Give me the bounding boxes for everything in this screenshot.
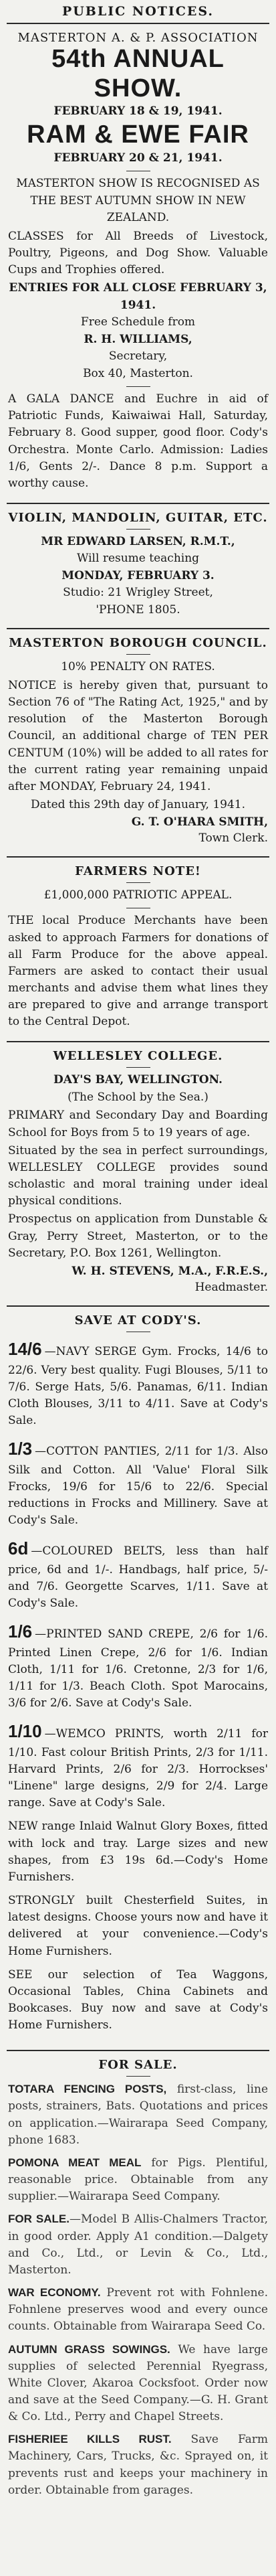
fair-dates: FEBRUARY 20 & 21, 1941.: [53, 151, 223, 165]
society-name: MASTERTON A. & P. ASSOCIATION: [17, 31, 259, 45]
town-clerk-name: G. T. O'HARA SMITH,: [131, 815, 268, 829]
rates-notice-text: NOTICE is hereby given that, pursuant to Section 76 of "The Rating Act, 1925," and by resolution of the Masterton Borough Council, an additional charge of TEN PER CENTUM (10%) will be added to all rates for the current rating year remaining unpaid after MONDAY, February 24, 1941.: [8, 678, 268, 793]
patriotic-appeal-heading: £1,000,000 PATRIOTIC APPEAL.: [43, 888, 233, 902]
classes-text: CLASSES for All Breeds of Livestock, Poultry, Pigeons, and Dog Show. Valuable Cups and Trophies offered.: [8, 229, 268, 276]
divider: [126, 654, 150, 655]
college-paragraph-1: PRIMARY and Secondary Day and Boarding School for Boys from 5 to 19 years of age.: [8, 1109, 268, 1139]
divider: [126, 386, 150, 387]
codys-sale-item: [8, 1818, 268, 1886]
farmers-text: THE local Produce Merchants have been asked to approach Farmers for donations of all Farm Produce for the above appeal. Farmers are asked to contact their usual merchants and advise them what lines they are prepared to give and arrange transport to the Central Depot.: [8, 914, 268, 1029]
for-sale-item-text: Save Farm Machinery, Cars, Trucks, &c. Sprayed on, it prevents rust and keeps your machinery in order. Obtainable from garages.: [8, 2433, 268, 2497]
schedule-label: Free Schedule from: [80, 315, 196, 329]
divider: [126, 529, 150, 530]
for-sale-item-list: [8, 2081, 268, 2499]
secretary-name: R. H. WILLIAMS,: [84, 332, 192, 346]
violin-heading: VIOLIN, MANDOLIN, GUITAR, ETC.: [8, 510, 268, 525]
secretary-box: Box 40, Masterton.: [83, 366, 193, 380]
divider: [126, 2076, 150, 2077]
sale-item-text: —COTTON PANTIES, 2/11 for 1/3. Also Silk and Cotton. All 'Value' Floral Silk Frocks, 19/6 for 15/6 to 22/6. Special reductions in Frocks and Millinery. Save at Cody's Sale.: [8, 1445, 268, 1528]
sale-item-text: NEW range Inlaid Walnut Glory Boxes, fitted with lock and tray. Large sizes and new shapes, from £3 19s 6d.—Cody's Home Furnishers.: [8, 1820, 268, 1884]
sale-price: 1/6: [8, 1621, 33, 1642]
dated-text: Dated this 29th day of January, 1941.: [31, 798, 245, 812]
sale-item-text: —COLOURED BELTS, less than half price, 6d and 1/-. Handbags, half price, 5/- and 7/6. Georgette Scarves, 1/11. Save at Cody's Sale.: [8, 1544, 268, 1611]
teacher-name: MR EDWARD LARSEN, R.M.T.,: [41, 534, 235, 548]
college-heading: WELLESLEY COLLEGE.: [53, 1049, 223, 1064]
college-location: DAY'S BAY, WELLINGTON.: [53, 1073, 223, 1087]
for-sale-item-text: We have large supplies of selected Perennial Ryegrass, White Clover, Akaroa Cocksfoot. Order now and save at the Seed Company.—G. H. Grant & Co. Ltd., Perry and Chapel Streets.: [8, 2342, 268, 2424]
codys-sale-item: [8, 1336, 268, 1429]
for-sale-section: [7, 2050, 269, 2514]
for-sale-item-lead: POMONA MEAT MEAL: [8, 2156, 142, 2169]
for-sale-item: [8, 2341, 268, 2426]
column-heading: PUBLIC NOTICES.: [61, 4, 215, 19]
headmaster-title: Headmaster.: [194, 1281, 268, 1295]
college-subtitle: (The School by the Sea.): [67, 1090, 209, 1104]
codys-sale-item: [8, 1436, 268, 1529]
for-sale-item-text: for Pigs. Plentiful, reasonable price. Obtainable from any supplier.—Wairarapa Seed Company.: [8, 2156, 268, 2204]
for-sale-item-lead: WAR ECONOMY.: [8, 2286, 101, 2300]
for-sale-item-text: Prevent rot with Fohnlene. Fohnlene preserves wood and every ounce counts. Obtainable from Wairarapa Seed Co.: [8, 2286, 269, 2334]
codys-sale-item: [8, 1536, 268, 1612]
divider: [126, 882, 150, 883]
show-dates: FEBRUARY 18 & 19, 1941.: [53, 104, 223, 118]
studio-address: Studio: 21 Wrigley Street,: [63, 586, 213, 600]
college-paragraph-2: Situated by the sea in perfect surroundings, WELLESLEY COLLEGE provides sound scholastic and moral training under ideal physical conditions.: [8, 1143, 268, 1208]
recognised-notice: MASTERTON SHOW IS RECOGNISED AS THE BEST AUTUMN SHOW IN NEW ZEALAND.: [16, 177, 260, 225]
gala-dance-text: A GALA DANCE and Euchre in aid of Patriotic Funds, Kaiwaiwai Hall, Saturday, February 8. Good supper, good floor. Cody's Orchestra. Monte Carlo. Admission: Ladies 1/6, Gents 2/-. Dance 8 p.m. Support a worthy cause.: [8, 392, 268, 490]
codys-sale-item: [8, 1619, 268, 1712]
secretary-title: Secretary,: [108, 349, 168, 364]
resume-text: Will resume teaching: [76, 552, 200, 566]
borough-notice: [7, 628, 269, 856]
codys-sale-item: [8, 1893, 268, 1960]
sale-item-text: SEE our selection of Tea Waggons, Occasional Tables, China Cabinets and Bookcases. Buy now and save at Cody's Home Furnishers.: [8, 1967, 268, 2032]
sale-item-text: —NAVY SERGE Gym. Frocks, 14/6 to 22/6. Very best quality. Fugi Blouses, 5/11 to 7/6. Serge Hats, 5/6. Panamas, 6/11. Indian Cloth Blouses, 3/11 to 4/11. Save at Cody's Sale.: [8, 1345, 268, 1428]
for-sale-item: [8, 2210, 268, 2279]
town-clerk-title: Town Clerk.: [198, 831, 268, 846]
entries-close: ENTRIES FOR ALL CLOSE FEBRUARY 3, 1941.: [9, 281, 267, 312]
sale-item-text: —PRINTED SAND CREPE, 2/6 for 1/6. Printed Linen Crepe, 2/6 for 1/6. Indian Cloth, 1/11 for 1/6. Cretonne, 2/3 for 1/6, 1/11 for 1/3. Beach Cloth. Spot Marocains, 3/6 for 2/6. Save at Cody's Sale.: [8, 1627, 268, 1710]
divider: [126, 1067, 150, 1068]
sale-price: 14/6: [8, 1339, 42, 1360]
farmers-heading: FARMERS NOTE!: [75, 864, 201, 878]
for-sale-heading: FOR SALE.: [98, 2058, 178, 2073]
violin-advertisement: [7, 503, 269, 629]
sale-item-text: STRONGLY built Chesterfield Suites, in latest designs. Choose yours now and have it delivered at your convenience.—Cody's Home Furnishers.: [8, 1894, 268, 1958]
for-sale-item-text: first-class, line posts, strainers, Bats. Quotations and prices on application.—Wairarapa Seed Company, phone 1683.: [8, 2083, 269, 2147]
codys-item-list: [8, 1336, 268, 2034]
for-sale-item: [8, 2081, 268, 2149]
for-sale-item-lead: FOR SALE.: [8, 2212, 70, 2226]
farmers-notice: [7, 856, 269, 1042]
borough-heading: MASTERTON BOROUGH COUNCIL.: [9, 636, 267, 651]
codys-sale-item: [8, 1718, 268, 1812]
codys-sale-item: [8, 1967, 268, 2034]
college-advertisement: [7, 1041, 269, 1305]
penalty-subheading: 10% PENALTY ON RATES.: [61, 660, 215, 674]
headmaster-name: W. H. STEVENS, M.A., F.R.E.S.,: [72, 1264, 268, 1278]
sale-price: 6d: [8, 1538, 29, 1559]
sale-price: 1/10: [8, 1721, 42, 1742]
fair-title: RAM & EWE FAIR: [27, 120, 249, 149]
codys-heading: SAVE AT CODY'S.: [74, 1313, 202, 1328]
college-paragraph-3: Prospectus on application from Dunstable & Gray, Perry Street, Masterton, or to the Secretary, P.O. Box 1261, Wellington.: [8, 1212, 268, 1260]
codys-advertisement: [7, 1305, 269, 2050]
for-sale-item: [8, 2284, 268, 2335]
sale-price: 1/3: [8, 1439, 33, 1459]
for-sale-item: [8, 2431, 268, 2499]
sale-item-text: —WEMCO PRINTS, worth 2/11 for 1/10. Fast colour British Prints, 2/3 for 1/11. Harvard Prints, 2/6 for 2/3. Horrockses' "Linene" large designs, 2/9 for 2/4. Large range. Save at Cody's Sale.: [8, 1727, 268, 1810]
resume-date: MONDAY, FEBRUARY 3.: [61, 568, 215, 582]
for-sale-item-lead: TOTARA FENCING POSTS,: [8, 2083, 167, 2096]
for-sale-item-lead: FISHERIEE KILLS RUST.: [8, 2433, 172, 2446]
for-sale-item: [8, 2154, 268, 2205]
show-advertisement: [7, 23, 269, 503]
show-title: 54th ANNUAL SHOW.: [51, 45, 225, 102]
for-sale-item-text: —Model B Allis-Chalmers Tractor, in good order. Apply A1 condition.—Dalgety and Co., Ltd., or Levin & Co., Ltd., Masterton.: [8, 2212, 268, 2277]
studio-phone: 'PHONE 1805.: [96, 602, 180, 617]
for-sale-item-lead: AUTUMN GRASS SOWINGS.: [8, 2342, 170, 2356]
